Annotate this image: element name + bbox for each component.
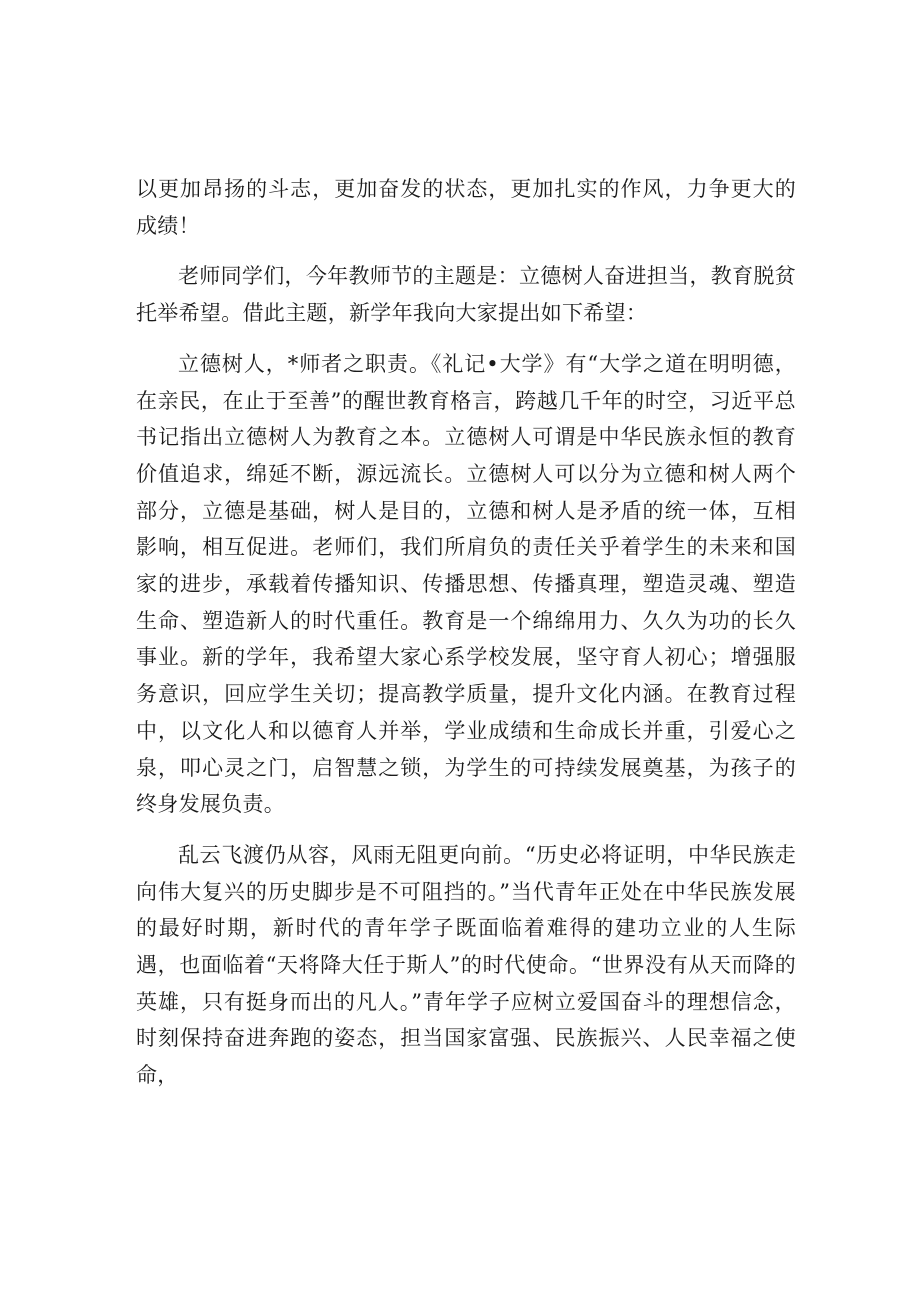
paragraph-theme: 老师同学们，今年教师节的主题是：立德树人奋进担当，教育脱贫托举希望。借此主题，新学年我向大家提出如下希望： xyxy=(136,264,796,326)
paragraph-lide-shuren: 立德树人，*师者之职责。《礼记•大学》有“大学之道在明明德，在亲民，在止于至善”的醒世教育格言，跨越几千年的时空，习近平总书记指出立德树人为教育之本。立德树人可谓是中华民族永恒的教育价值追求，绵延不断，源远流长。立德树人可以分为立德和树人两个部分，立德是基础，树人是目的，立德和树人是矛盾的统一体，互相影响，相互促进。老师们，我们所肩负的责任关乎着学生的未来和国家的进步，承载着传播知识、传播思想、传播真理，塑造灵魂、塑造生命、塑造新人的时代重任。教育是一个绵绵用力、久久为功的长久事业。新的学年，我希望大家心系学校发展，坚守育人初心；增强服务意识，回应学生关切；提高教学质量，提升文化内涵。在教育过程中，以文化人和以德育人并举，学业成绩和生命成长并重，引爱心之泉，叩心灵之门，启智慧之锁，为学生的可持续发展奠基，为孩子的终身发展负责。 xyxy=(136,351,796,817)
document-body xyxy=(136,171,796,1094)
paragraph-youth: 乱云飞渡仍从容，风雨无阻更向前。“历史必将证明，中华民族走向伟大复兴的历史脚步是不可阻挡的。”当代青年正处在中华民族发展的最好时期，新时代的青年学子既面临着难得的建功立业的人生际遇，也面临着“天将降大任于斯人”的时代使命。“世界没有从天而降的英雄，只有挺身而出的凡人。”青年学子应树立爱国奋斗的理想信念，时刻保持奋进奔跑的姿态，担当国家富强、民族振兴、人民幸福之使命， xyxy=(136,842,796,1088)
paragraph-continuation: 以更加昂扬的斗志，更加奋发的状态，更加扎实的作风，力争更大的成绩！ xyxy=(136,177,796,238)
